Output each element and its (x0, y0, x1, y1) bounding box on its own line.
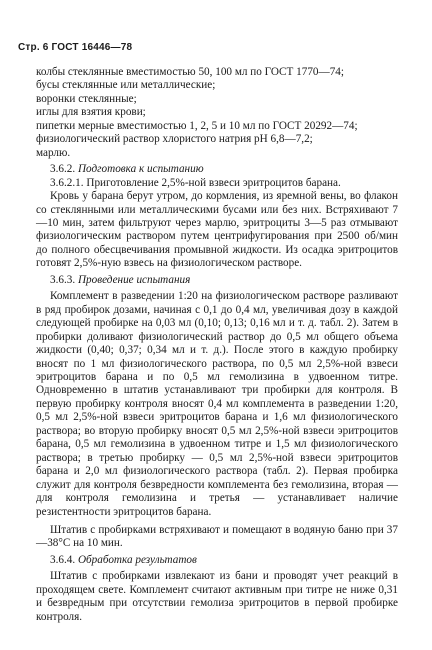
paragraph-3-6-2-1: 3.6.2.1. Приготовление 2,5%-ной взвеси эритроцитов барана. (50, 176, 341, 189)
list-item: марлю. (36, 146, 71, 159)
section-title: Подготовка к испытанию (77, 163, 204, 176)
paragraph-results: Штатив с пробирками извлекают из бани и проводят учет реакций в проходящем свете. Комплемент считают активным при титре не ниже 0,31 и безвредным при отсутствии гемолиза эритроцитов в первой пробирке контроля. (36, 570, 398, 623)
section-title: Проведение испытания (77, 273, 191, 286)
page-header: Стр. 6 ГОСТ 16446—78 (18, 42, 133, 53)
paragraph-blood-preparation: Кровь у барана берут утром, до кормления, из яремной вены, во флакон со стеклянными или металлическими бусами или без них. Встряхивают 7—10 мин, затем фильтруют через марлю, эритроциты 3—5 раз отмывают физиологическим раствором путем центрифугирования при 2500 об/мин до полного обесцвечивания промывной жидкости. Из осадка эритроцитов готовят 2,5%-ную взвесь на физиологическом растворе. (36, 190, 398, 270)
section-heading-3-6-3 (36, 274, 398, 287)
list-item: пипетки мерные вместимостью 1, 2, 5 и 10 мл по ГОСТ 20292—74; (36, 119, 358, 132)
paragraph-test-procedure: Комплемент в разведении 1:20 на физиологическом растворе разливают в ряд пробирок дозами, начиная с 0,1 до 0,4 мл, увеличивая дозу в каждой следующей пробирке на 0,03 мл (0,10; 0,13; 0,16 мл и т. д. табл. 2). Затем в пробирки доливают физиологический раствор до 0,5 мл общего объема жидкости (0,40; 0,37; 0,34 мл и т. д.). После этого в каждую пробирку вносят по 1 мл физиологического раствора, по 0,5 мл 2,5%-ной взвеси эритроцитов барана и по 0,5 мл гемолизина в удвоенном титре. Одновременно в штатив устанавливают три пробирки для контроля. В первую пробирку контроля вносят 0,4 мл комплемента в разведении 1:20, 0,5 мл 2,5%-ной взвеси эритроцитов барана и 1,6 мл физиологического раствора; во вторую пробирку вносят 0,5 мл 2,5%-ной взвеси эритроцитов барана, 0,5 мл гемолизина в удвоенном титре и 1,5 мл физиологического раствора; в третью пробирку — 0,5 мл 2,5%-ной взвеси эритроцитов барана и 2,0 мл физиологического раствора (табл. 2). Первая пробирка служит для контроля безвредности комплемента без гемолизина, вторая — для контроля гемолизина и третья — устанавливает наличие резистентности эритроцитов барана. (36, 290, 398, 518)
section-number: 3.6.2. (50, 163, 76, 176)
section-title: Обработка результатов (77, 553, 197, 566)
list-item: колбы стеклянные вместимостью 50, 100 мл по ГОСТ 1770—74; (36, 66, 345, 78)
section-number: 3.6.4. (50, 553, 76, 566)
list-item: иглы для взятия крови; (36, 106, 146, 119)
list-item: воронки стеклянные; (36, 92, 137, 105)
list-item: бусы стеклянные или металлические; (36, 79, 216, 92)
list-item: физиологический раствор хлористого натрия pH 6,8—7,2; (36, 133, 313, 146)
section-heading-3-6-2 (36, 163, 398, 176)
paragraph-water-bath: Штатив с пробирками встряхивают и помещают в водяную баню при 37—38°С на 10 мин. (36, 523, 398, 550)
section-number: 3.6.3. (50, 273, 76, 286)
document-body (36, 66, 398, 624)
section-heading-3-6-4 (36, 554, 398, 567)
